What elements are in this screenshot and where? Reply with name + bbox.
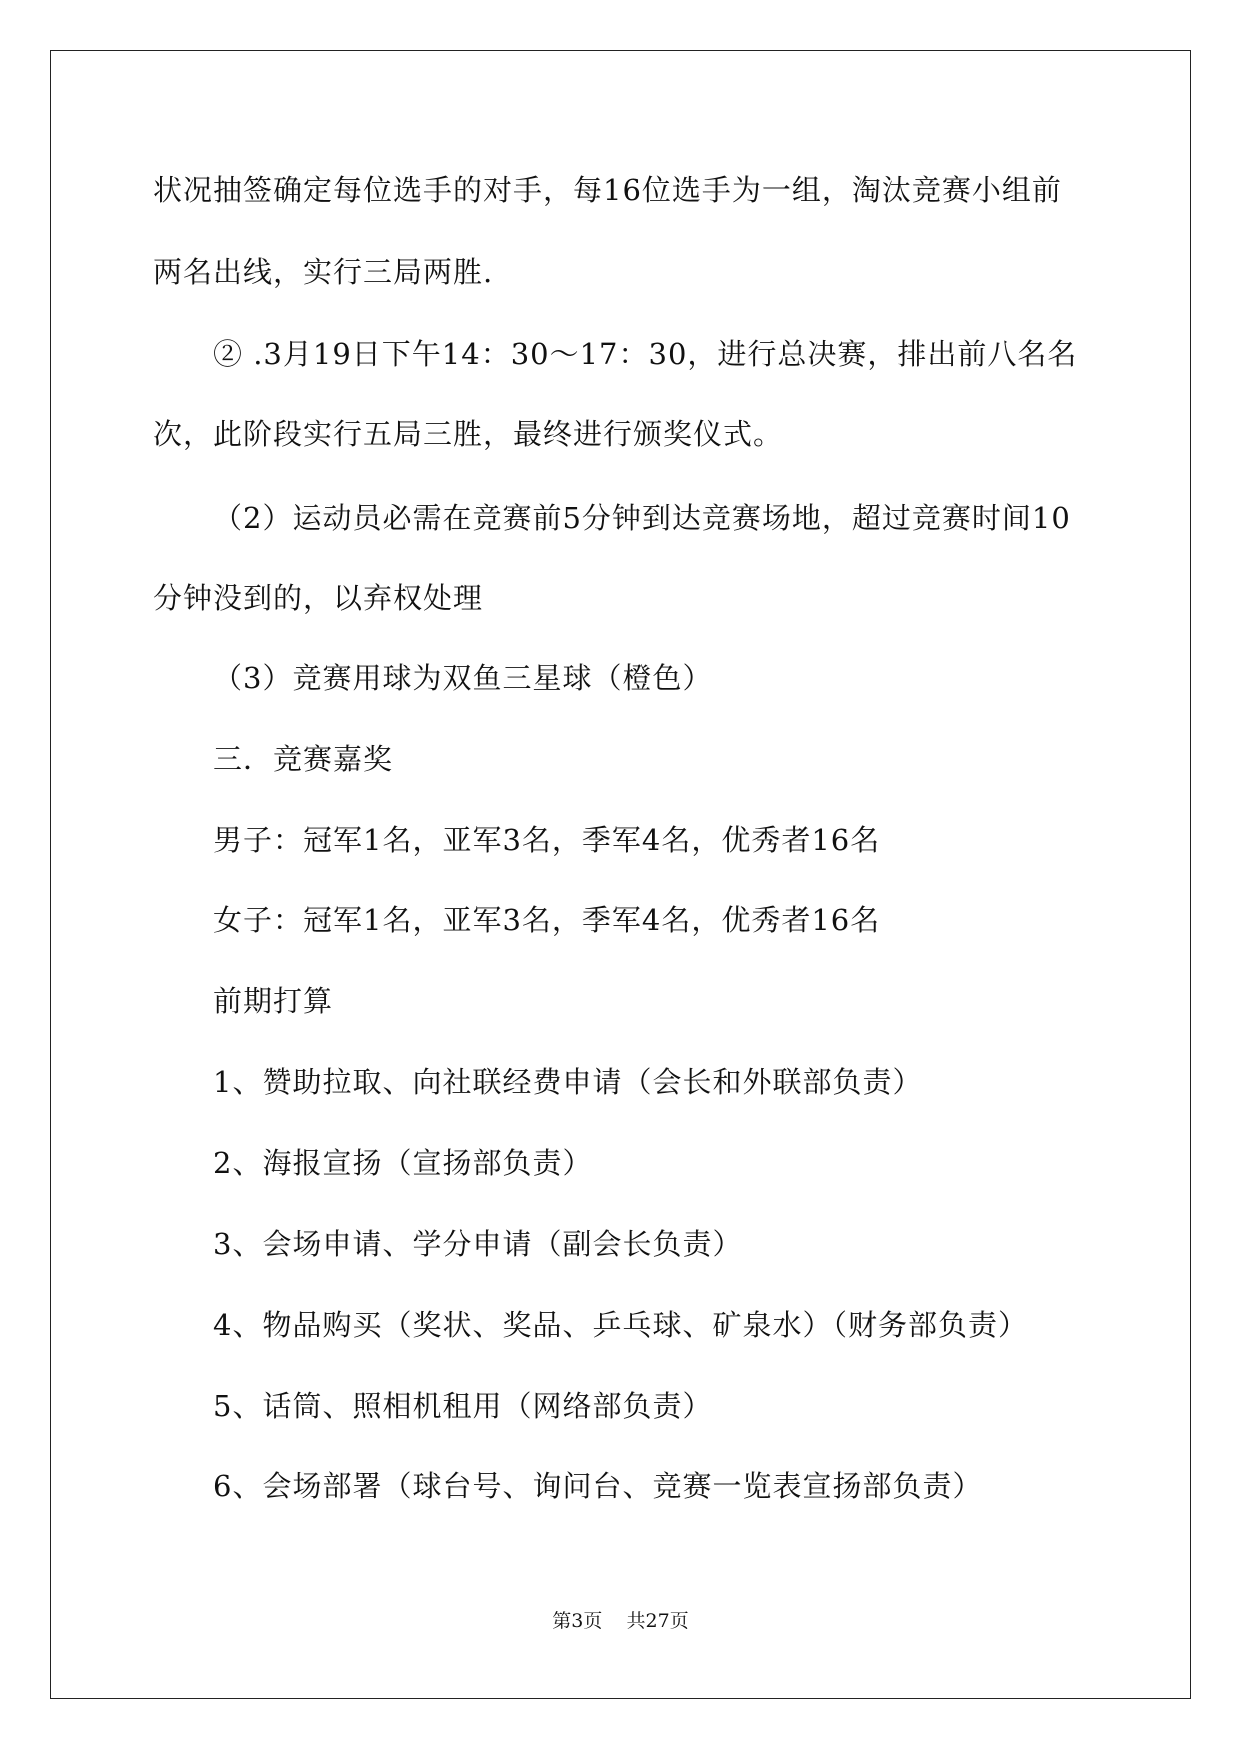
list-item-5: 5、话筒、照相机租用（网络部负责） bbox=[213, 1389, 713, 1423]
body-line-4: 次，此阶段实行五局三胜，最终进行颁奖仪式。 bbox=[153, 417, 784, 451]
section-heading-preparation: 前期打算 bbox=[213, 984, 334, 1018]
list-item-2: 2、海报宣扬（宣扬部负责） bbox=[213, 1146, 593, 1180]
body-line-3: ② .3月19日下午14：30～17：30，进行总决赛，排出前八名名 bbox=[213, 337, 1078, 371]
body-line-2: 两名出线，实行三局两胜. bbox=[153, 255, 494, 289]
body-line-1: 状况抽签确定每位选手的对手，每16位选手为一组，淘汰竞赛小组前 bbox=[153, 173, 1062, 207]
list-item-1: 1、赞助拉取、向社联经费申请（会长和外联部负责） bbox=[213, 1065, 923, 1099]
page-number-footer: 第3页 共27页 bbox=[552, 1610, 689, 1632]
body-line-5: （2）运动员必需在竞赛前5分钟到达竞赛场地，超过竞赛时间10 bbox=[213, 501, 1071, 535]
body-line-7: （3）竞赛用球为双鱼三星球（橙色） bbox=[213, 661, 713, 695]
body-line-women-awards: 女子：冠军1名，亚军3名，季军4名，优秀者16名 bbox=[213, 903, 881, 937]
body-line-6: 分钟没到的，以弃权处理 bbox=[153, 581, 484, 615]
body-line-men-awards: 男子：冠军1名，亚军3名，季军4名，优秀者16名 bbox=[213, 823, 881, 857]
section-heading-awards: 三．竞赛嘉奖 bbox=[213, 742, 394, 776]
page-border bbox=[50, 50, 1191, 1699]
list-item-4: 4、物品购买（奖状、奖品、乒乓球、矿泉水）（财务部负责） bbox=[213, 1308, 1028, 1342]
list-item-6: 6、会场部署（球台号、询问台、竞赛一览表宣扬部负责） bbox=[213, 1469, 983, 1503]
list-item-3: 3、会场申请、学分申请（副会长负责） bbox=[213, 1227, 743, 1261]
